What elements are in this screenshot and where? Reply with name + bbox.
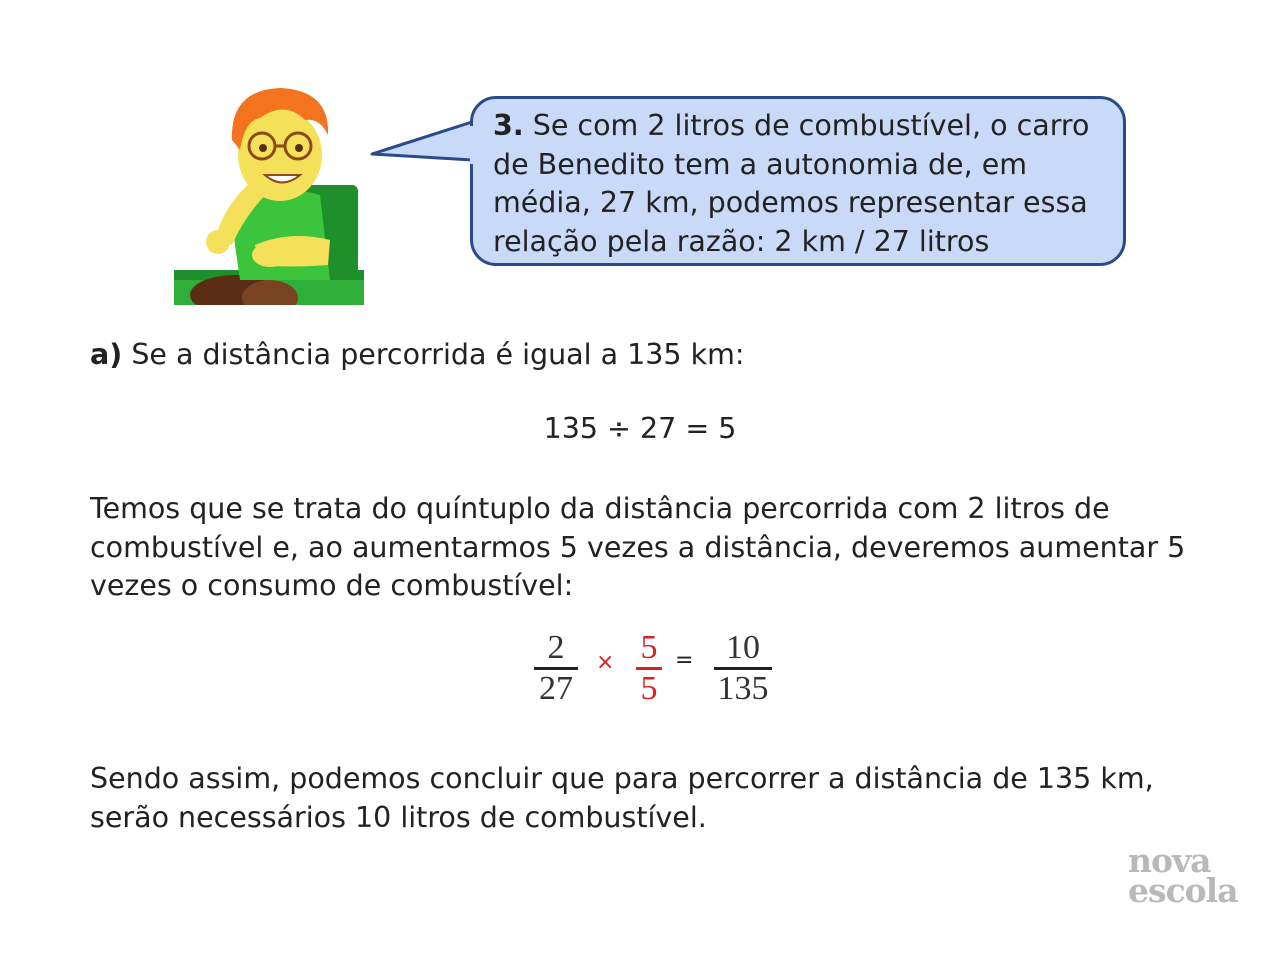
multiply-sign: × [596,650,615,675]
explanation-paragraph: Temos que se trata do quíntuplo da distância percorrida com 2 litros de combustível e, ao aumentarmos 5 vezes a distância, deveremos aumentar 5 vezes o consumo de combustível: [90,492,1186,602]
fraction-middle-denominator: 5 [640,670,658,707]
fraction-equation [530,626,780,710]
fraction-left-denominator: 27 [539,670,573,707]
speech-bubble [470,96,1126,266]
equals-sign: = [675,648,694,673]
nova-escola-logo [1128,841,1258,910]
fraction-left [534,630,578,707]
question-a-label: a) [90,338,123,371]
conclusion-paragraph: Sendo assim, podemos concluir que para percorrer a distância de 135 km, serão necessários 10 litros de combustível. [90,762,1154,834]
fraction-right-numerator: 10 [726,629,760,666]
fraction-left-numerator: 2 [547,629,565,666]
fraction-right-denominator: 135 [717,670,769,707]
logo-line-1: nova [1128,841,1211,880]
fraction-middle-numerator: 5 [640,629,658,666]
division-calculation: 135 ÷ 27 = 5 [543,412,737,445]
fraction-middle [636,630,662,707]
bubble-tail-joint [468,126,478,164]
thinking-student-illustration [170,80,370,305]
question-a [90,336,1200,375]
question-number: 3. [493,109,524,142]
fraction-right [714,630,772,707]
question-a-text: Se a distância percorrida é igual a 135 km: [131,338,745,371]
speech-bubble-tail [368,118,478,166]
logo-line-2: escola [1128,871,1238,910]
bubble-statement: Se com 2 litros de combustível, o carro de Benedito tem a autonomia de, em média, 27 km, podemos representar essa relação pela razão: 2 km / 27 litros [493,109,1090,258]
speech-bubble-text [493,107,1113,261]
